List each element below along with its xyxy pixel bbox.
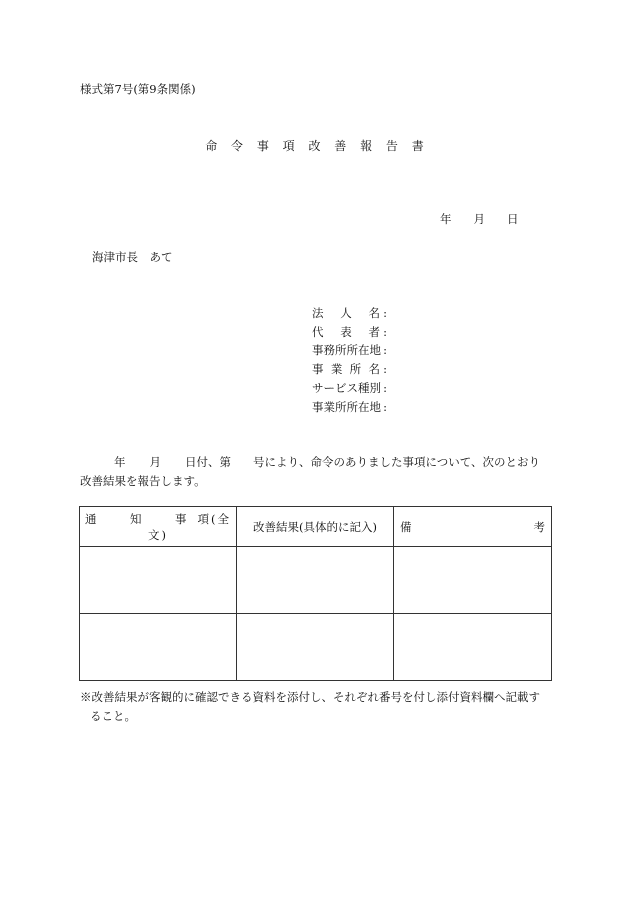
field-colon: : [383,380,387,395]
field-label: 法人名 [312,306,380,320]
improvement-table [79,506,552,681]
notice-cell[interactable] [80,547,237,614]
report-line-2: 改善結果を報告します。 [80,474,206,488]
field-label: 事務所所在地 [312,343,381,358]
field-colon: : [383,399,387,414]
field-colon: : [383,324,387,339]
date-line [440,211,519,227]
field-row [312,341,390,360]
document-title: 命 令 事 項 改 善 報 告 書 [205,139,429,153]
table-header-row [80,507,552,547]
header-improvement-result: 改善結果(具体的に記入) [237,507,394,547]
remarks-cell[interactable] [394,614,552,681]
addressee: 海津市長 あて [92,250,173,264]
result-cell[interactable] [237,547,394,614]
report-line-1-rest: 号により、命令のありました事項について、次のとおり [253,455,541,469]
field-row [312,304,390,323]
field-label: サービス種別 [312,380,381,395]
table-row [80,547,552,614]
field-row [312,398,390,417]
field-row [312,323,390,342]
header-notice-item: 通 知 事項(全 文) [80,507,237,547]
report-line-1 [80,453,550,472]
field-row [312,379,390,398]
field-label: 事業所名 [312,362,380,377]
table-row [80,614,552,681]
field-label: 事業所所在地 [312,399,381,414]
notice-cell[interactable] [80,614,237,681]
report-day: 日付、第 [185,455,231,469]
date-day: 日 [507,212,519,226]
report-year: 年 [114,455,126,469]
report-statement [80,453,550,491]
footnote-line-1: ※改善結果が客観的に確認できる資料を添付し、それぞれ番号を付し添付資料欄へ記載す [80,690,540,704]
field-colon: : [383,343,387,358]
remarks-cell[interactable] [394,547,552,614]
result-cell[interactable] [237,614,394,681]
field-colon: : [383,306,387,320]
report-month: 月 [149,455,161,469]
date-month: 月 [473,212,485,226]
field-row [312,360,390,379]
footnote [80,688,555,726]
header-remarks: 備 考 [394,507,552,547]
date-year: 年 [440,212,452,226]
footnote-line-2: ること。 [90,709,136,723]
form-number: 様式第7号(第9条関係) [80,82,196,96]
field-label: 代表者 [312,324,380,339]
field-colon: : [383,362,387,377]
applicant-fields [312,304,390,416]
